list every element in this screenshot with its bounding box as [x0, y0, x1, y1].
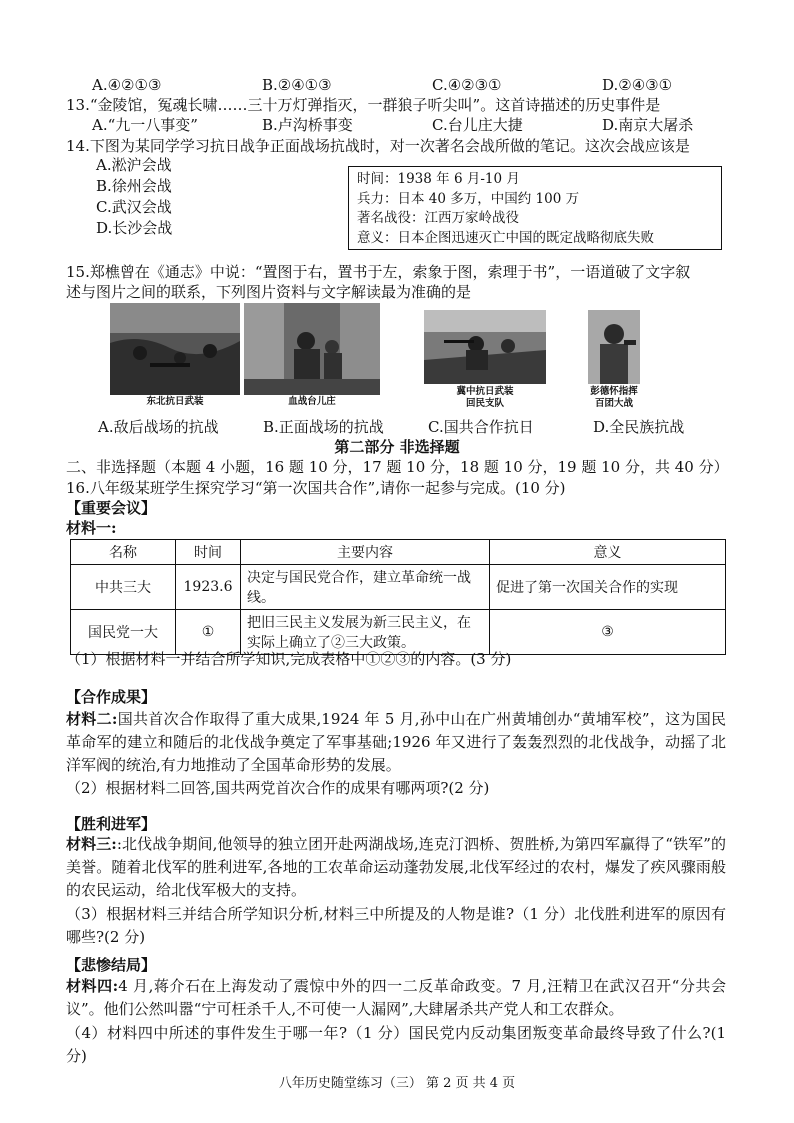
q13-option-c: C.台儿庄大捷 — [432, 116, 523, 134]
page-footer: 八年历史随堂练习（三） 第 2 页 共 4 页 — [278, 1076, 516, 1091]
q15-option-a: A.敌后战场的抗战 — [98, 418, 219, 436]
col-name: 名称 — [71, 540, 176, 565]
material3-text: :北伐战争期间,他领导的独立团开赴两湖战场,连克汀泗桥、贺胜桥,为第四军赢得了“铁军”的美誉。随着北伐军的胜利进军,各地的工农革命运动蓬勃发展,北伐军经过的农村，爆发了疾风骤雨般的农民运动，给北伐军极大的支持。 — [66, 835, 726, 899]
q15-options — [98, 418, 758, 437]
q14-option-b: B.徐州会战 — [96, 177, 172, 195]
note-time: 时间：1938 年 6 月-10 月 — [357, 171, 520, 187]
q12-option-c: C.④②③① — [432, 76, 502, 94]
q13-options — [92, 116, 772, 135]
col-significance: 意义 — [490, 540, 726, 565]
note-battle: 著名战役：江西万家岭战役 — [357, 210, 519, 226]
q16-stem: 16.八年级某班学生探究学习“第一次国共合作”,请你一起参与完成。(10 分) — [66, 479, 566, 497]
q15-option-b: B.正面战场的抗战 — [263, 418, 384, 436]
sub-question-1: （1）根据材料一并结合所学知识,完成表格中①②③的内容。(3 分) — [66, 650, 512, 668]
table-row — [71, 610, 726, 655]
material3 — [66, 833, 726, 902]
q14-option-a: A.淞沪会战 — [96, 156, 172, 174]
material2-text: 国共首次合作取得了重大成果,1924 年 5 月,孙中山在广州黄埔创办“黄埔军校”，这为国民革命军的建立和随后的北伐战争奠定了军事基础;1926 年又进行了轰轰烈烈的北伐战争，动摇了北洋军阀的统治,有力地推动了全国革命形势的发展。 — [66, 710, 726, 774]
cell: 1923.6 — [176, 565, 241, 610]
q14-option-d: D.长沙会战 — [96, 219, 173, 237]
note-forces: 兵力：日本 40 多万，中国约 100 万 — [357, 190, 580, 207]
part2-title: 第二部分 非选择题 — [334, 438, 460, 456]
sub-question-4: （4）材料四中所述的事件发生于哪一年?（1 分）国民党内反动集团叛变革命最终导致了什么?(1 分) — [66, 1024, 726, 1065]
q12-option-a: A.④②①③ — [92, 76, 162, 94]
q14-stem: 14.下图为某同学学习抗日战争正面战场抗战时，对一次著名会战所做的笔记。这次会战应该是 — [66, 137, 690, 155]
caption-photo-1: 东北抗日武装 — [146, 396, 204, 407]
q12-option-d: D.②④③① — [602, 76, 673, 94]
cell: 促进了第一次国关合作的实现 — [490, 565, 726, 610]
q14-option-c: C.武汉会战 — [96, 198, 172, 216]
photo-northeast-resistance — [110, 303, 240, 395]
heading-victorious-advance: 【胜利进军】 — [66, 815, 157, 833]
heading-tragic-ending: 【悲惨结局】 — [66, 956, 157, 974]
q13-option-d: D.南京大屠杀 — [602, 116, 694, 134]
table-row — [71, 565, 726, 610]
note-significance: 意义：日本企图迅速灭亡中国的既定战略彻底失败 — [357, 229, 654, 246]
material2-label: 材料二: — [66, 710, 118, 728]
caption-photo-4b: 百团大战 — [594, 398, 633, 409]
q15-stem-line2: 述与图片之间的联系，下列图片资料与文字解读最为准确的是 — [66, 283, 472, 301]
caption-photo-2: 血战台儿庄 — [288, 396, 336, 407]
material4-text: 4 月,蒋介石在上海发动了震惊中外的四一二反革命政变。7 月,汪精卫在武汉召开“分共会议”。他们公然叫嚣“宁可枉杀千人,不可使一人漏网”,大肆屠杀共产党人和工农群众。 — [66, 977, 726, 1018]
q15-option-d: D.全民族抗战 — [593, 418, 685, 436]
sub-question-2: （2）根据材料二回答,国共两党首次合作的成果有哪两项?(2 分) — [66, 779, 490, 797]
cell: ① — [176, 610, 241, 655]
sub-question-3: （3）根据材料三并结合所学知识分析,材料三中所提及的人物是谁?（1 分）北伐胜利进军的原因有哪些?(2 分) — [66, 905, 726, 946]
q14-note-box — [348, 166, 722, 250]
material1-label: 材料一: — [66, 519, 117, 537]
q12-options — [92, 76, 772, 95]
caption-photo-3b: 回民支队 — [465, 398, 504, 409]
caption-photo-3a: 冀中抗日武装 — [456, 386, 514, 397]
q13-stem: 13.“金陵馆，冤魂长啸……三十万灯弹指灭，一群狼子听尖叫”。这首诗描述的历史事件是 — [66, 96, 661, 114]
material2 — [66, 708, 726, 777]
col-content: 主要内容 — [241, 540, 490, 565]
q13-option-a: A.“九一八事变” — [92, 116, 198, 134]
q12-option-b: B.②④①③ — [262, 76, 332, 94]
photo-peng-dehuai — [588, 310, 640, 384]
cell: 决定与国民党合作，建立革命统一战线。 — [241, 565, 490, 610]
col-time: 时间 — [176, 540, 241, 565]
cell: ③ — [490, 610, 726, 655]
q15-option-c: C.国共合作抗日 — [428, 418, 534, 436]
cell: 中共三大 — [71, 565, 176, 610]
photo-taierzhuang — [244, 303, 380, 395]
material4-label: 材料四: — [66, 977, 119, 995]
heading-important-meetings: 【重要会议】 — [66, 499, 157, 517]
q15-stem-line1: 15.郑樵曾在《通志》中说：“置图于右，置书于左，索象于图，索理于书”，一语道破了文字叙 — [66, 263, 691, 281]
cell: 把旧三民主义发展为新三民主义，在实际上确立了②三大政策。 — [241, 610, 490, 655]
material4 — [66, 975, 726, 1021]
heading-cooperation-results: 【合作成果】 — [66, 688, 157, 706]
material3-label: 材料三: — [66, 835, 117, 853]
caption-photo-4a: 彭德怀指挥 — [590, 386, 638, 397]
section2-heading: 二、非选择题（本题 4 小题，16 题 10 分，17 题 10 分，18 题 10 分，19 题 10 分，共 40 分） — [66, 458, 729, 476]
q13-option-b: B.卢沟桥事变 — [262, 116, 353, 134]
cell: 国民党一大 — [71, 610, 176, 655]
table-header-row — [71, 540, 726, 565]
meetings-table — [70, 539, 726, 655]
photo-jizhong-hui-detachment — [424, 310, 546, 384]
